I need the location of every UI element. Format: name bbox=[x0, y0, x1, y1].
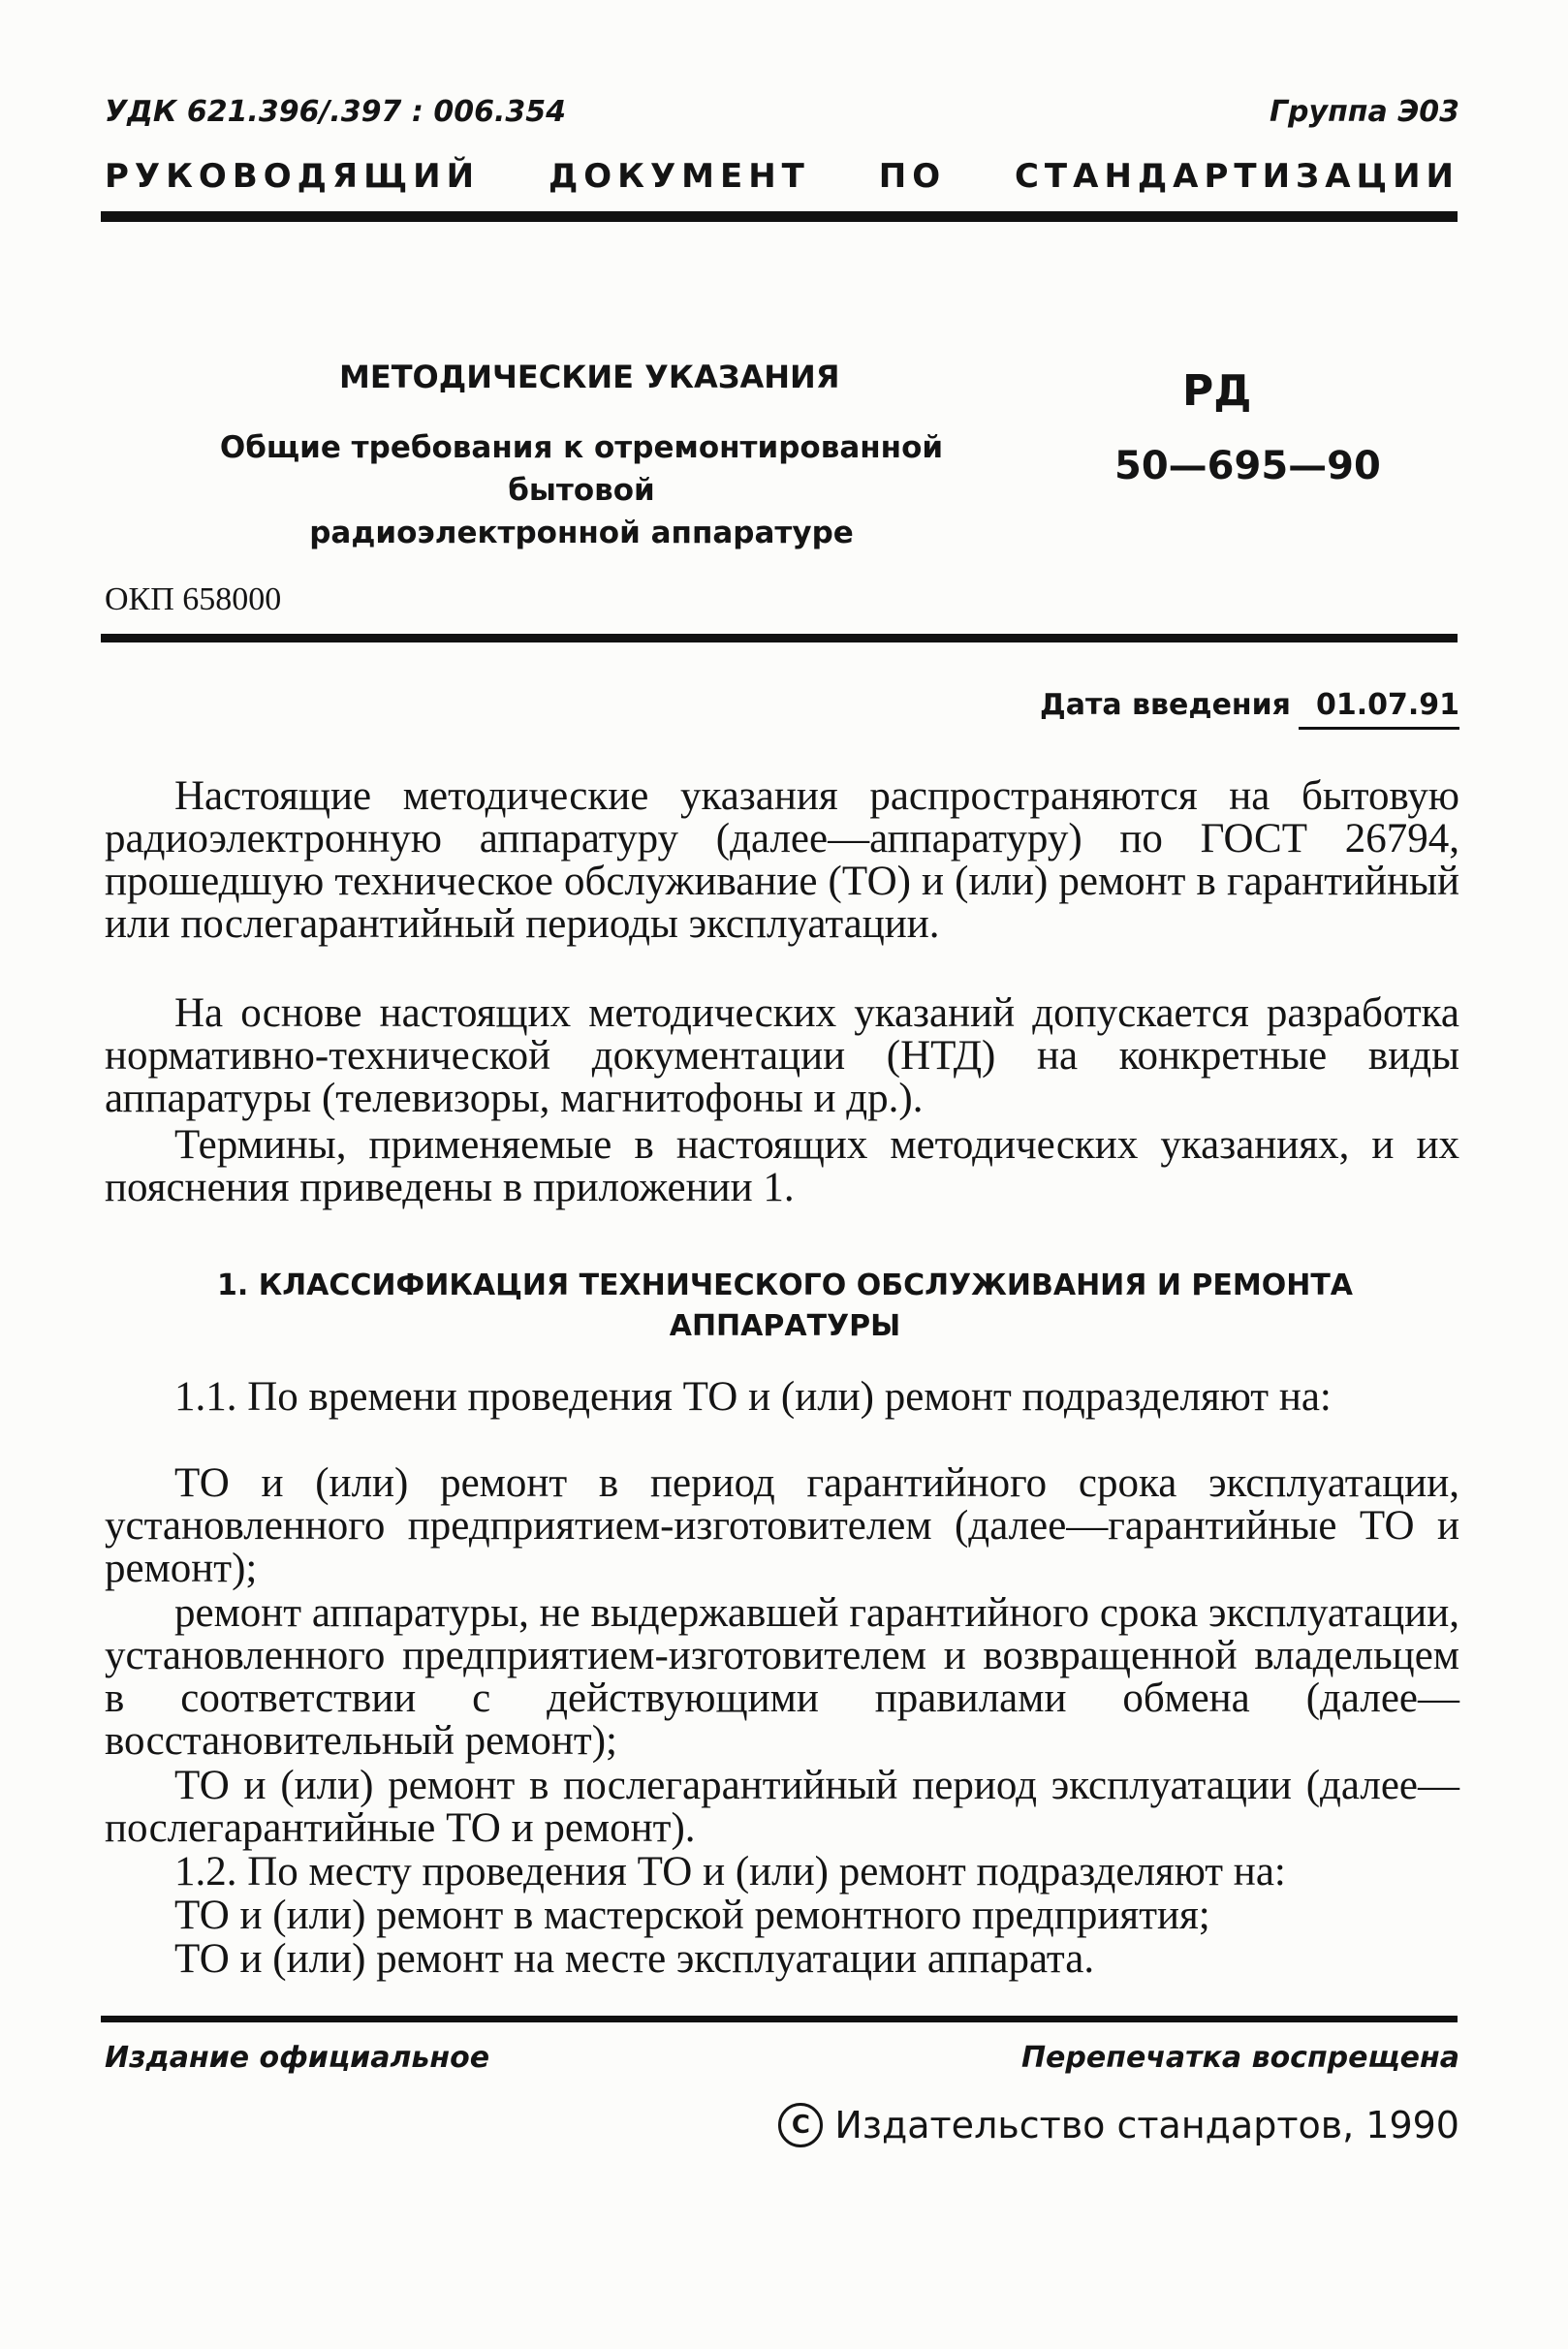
series-word-3: ПО bbox=[878, 157, 947, 196]
reprint-prohibited: Перепечатка воспрещена bbox=[1020, 2041, 1459, 2075]
rd-label: РД bbox=[1182, 366, 1252, 416]
list-item-on-site: ТО и (или) ремонт на месте эксплуатации аппарата. bbox=[174, 1936, 1095, 1982]
paragraph-terms: Термины, применяемые в настоящих методических указаниях, и их пояснения приведены в приложении 1. bbox=[105, 1122, 1459, 1210]
clause-1-2: 1.2. По месту проведения ТО и (или) ремонт подразделяют на: bbox=[174, 1849, 1286, 1895]
rd-number: 50—695—90 bbox=[1114, 444, 1381, 488]
introduction-date-label: Дата введения bbox=[1040, 688, 1291, 722]
middle-rule bbox=[101, 634, 1458, 642]
series-word-4: СТАНДАРТИЗАЦИИ bbox=[1014, 157, 1459, 196]
introduction-date bbox=[1040, 688, 1459, 722]
paragraph-scope: Настоящие методические указания распространяются на бытовую радиоэлектронную аппаратуру (далее—аппаратуру) по ГОСТ 26794, прошедшую техническое обслуживание (ТО) и (или) ремонт в гарантийный или послегарантийный периоды эксплуатации. bbox=[105, 773, 1459, 947]
section-heading-line-1: 1. КЛАССИФИКАЦИЯ ТЕХНИЧЕСКОГО ОБСЛУЖИВАНИЯ И РЕМОНТА bbox=[216, 1268, 1354, 1302]
document-title-line-1: Общие требования к отремонтированной бытовой bbox=[219, 430, 944, 508]
top-rule bbox=[101, 211, 1458, 222]
document-series bbox=[105, 157, 1459, 196]
clause-1-1: 1.1. По времени проведения ТО и (или) ремонт подразделяют на: bbox=[174, 1374, 1332, 1420]
list-item-post-warranty: ТО и (или) ремонт в послегарантийный период эксплуатации (далее—послегарантийные ТО и ремонт). bbox=[105, 1763, 1459, 1851]
group-code: Группа Э03 bbox=[1269, 95, 1459, 129]
copyright-notice bbox=[778, 2103, 1459, 2147]
section-heading bbox=[145, 1266, 1425, 1347]
list-item-restorative: ремонт аппаратуры, не выдержавшей гарантийного срока эксплуатации, установленного предприятием-изготовителем и возвращенной владельцем в соответствии с действующими правилами обмена (далее—восстановительный ремонт); bbox=[105, 1590, 1459, 1764]
official-edition: Издание официальное bbox=[105, 2041, 490, 2075]
document-title bbox=[145, 426, 1018, 554]
document-title-line-2: радиоэлектронной аппаратуре bbox=[309, 516, 854, 550]
publisher-text: Издательство стандартов, 1990 bbox=[834, 2104, 1459, 2146]
paragraph-ntd: На основе настоящих методических указаний допускается разработка нормативно-технической документации (НТД) на конкретные виды аппаратуры (телевизоры, магнитофоны и др.). bbox=[105, 990, 1459, 1121]
okp-code: ОКП 658000 bbox=[105, 581, 282, 617]
series-word-1: РУКОВОДЯЩИЙ bbox=[105, 157, 481, 196]
introduction-date-value: 01.07.91 bbox=[1315, 688, 1459, 722]
series-word-2: ДОКУМЕНТ bbox=[548, 157, 810, 196]
list-item-workshop: ТО и (или) ремонт в мастерской ремонтного предприятия; bbox=[174, 1893, 1210, 1938]
list-item-warranty: ТО и (или) ремонт в период гарантийного срока эксплуатации, установленного предприятием-изготовителем (далее—гарантийные ТО и ремонт); bbox=[105, 1460, 1459, 1591]
date-underline bbox=[1299, 727, 1459, 730]
udc-code: УДК 621.396/.397 : 006.354 bbox=[105, 95, 566, 129]
copyright-icon: C bbox=[778, 2103, 823, 2147]
section-heading-line-2: АППАРАТУРЫ bbox=[669, 1309, 901, 1343]
bottom-rule bbox=[101, 2016, 1458, 2022]
document-type: МЕТОДИЧЕСКИЕ УКАЗАНИЯ bbox=[339, 359, 840, 395]
